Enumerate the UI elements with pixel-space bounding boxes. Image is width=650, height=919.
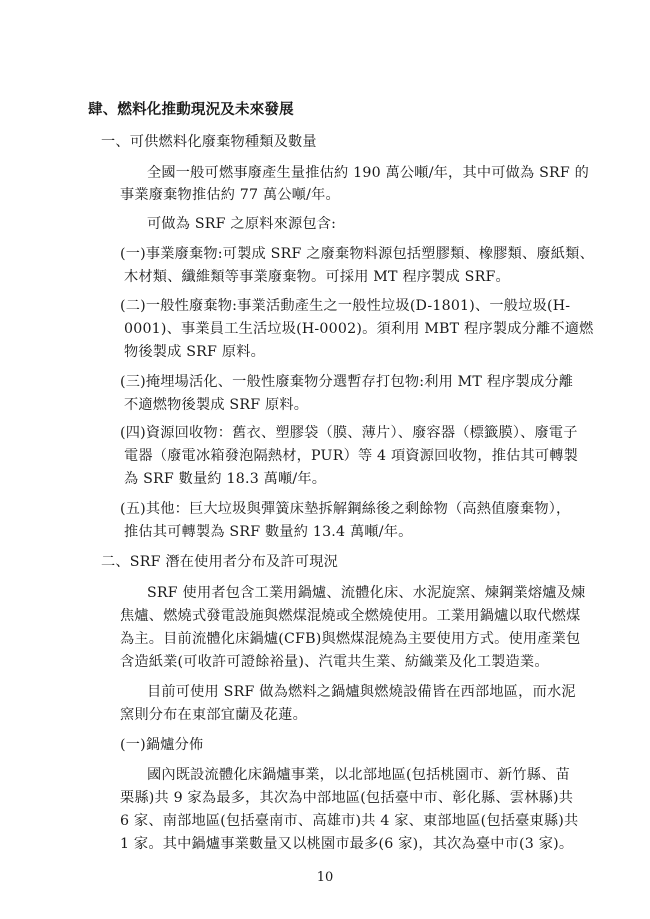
item-2-line-3: 物後製成 SRF 原料。 [124, 344, 265, 360]
item-2-line-1: (二)一般性廢棄物:事業活動產生之一般性垃圾(D-1801)、一般垃圾(H- [120, 298, 571, 314]
paragraph-4-line-2: 窯則分布在東部宜蘭及花蓮。 [120, 707, 308, 723]
item-3-line-2: 不適燃物後製成 SRF 原料。 [124, 397, 309, 413]
section-heading: 肆、燃料化推動現況及未來發展 [88, 101, 294, 118]
subsection-title-2-1: (一)鍋爐分佈 [120, 737, 204, 753]
paragraph-5-line-1: 國內既設流體化床鍋爐事業，以北部地區(包括桃園市、新竹縣、苗 [147, 767, 570, 783]
paragraph-3-line-1: SRF 使用者包含工業用鍋爐、流體化床、水泥旋窯、煉鋼業熔爐及煉 [147, 585, 586, 601]
paragraph-3-line-3: 為主。目前流體化床鍋爐(CFB)與燃煤混燒為主要使用方式。使用產業包 [120, 631, 581, 647]
item-5-line-1: (五)其他：巨大垃圾與彈簧床墊拆解鋼絲後之剩餘物（高熱值廢棄物）， [120, 501, 571, 517]
paragraph-5-line-4: 1 家。其中鍋爐事業數量又以桃園市最多(6 家)，其次為臺中市(3 家)。 [120, 836, 574, 852]
item-4-line-3: 為 SRF 數量約 18.3 萬噸/年。 [124, 471, 327, 487]
page-number: 10 [316, 870, 334, 885]
item-5-line-2: 推估其可轉製為 SRF 數量約 13.4 萬噸/年。 [124, 524, 413, 540]
item-1-line-2: 木材類、纖維類等事業廢棄物。可採用 MT 程序製成 SRF。 [124, 269, 510, 285]
item-4-line-2: 電器（廢電冰箱發泡隔熱材，PUR）等 4 項資源回收物，推估其可轉製 [124, 448, 579, 464]
paragraph-3-line-4: 含造紙業(可收許可證餘裕量)、汽電共生業、紡織業及化工製造業。 [120, 654, 549, 670]
subsection-title-2: 二、SRF 潛在使用者分布及許可現況 [101, 554, 338, 570]
item-3-line-1: (三)掩埋場活化、一般性廢棄物分選暫存打包物:利用 MT 程序製成分離 [120, 374, 574, 390]
item-4-line-1: (四)資源回收物：舊衣、塑膠袋（膜、薄片）、廢容器（標籤膜）、廢電子 [120, 425, 578, 441]
paragraph-5-line-3: 6 家、南部地區(包括臺南市、高雄市)共 4 家、東部地區(包括臺東縣)共 [120, 813, 579, 829]
paragraph-4-line-1: 目前可使用 SRF 做為燃料之鍋爐與燃燒設備皆在西部地區，而水泥 [147, 684, 576, 700]
paragraph-3-line-2: 焦爐、燃燒式發電設施與燃煤混燒或全燃燒使用。工業用鍋爐以取代燃煤 [120, 608, 581, 624]
item-1-line-1: (一)事業廢棄物:可製成 SRF 之廢棄物料源包括塑膠類、橡膠類、廢紙類、 [120, 246, 594, 262]
paragraph-5-line-2: 栗縣)共 9 家為最多，其次為中部地區(包括臺中市、彰化縣、雲林縣)共 [120, 790, 574, 806]
item-2-line-2: 0001)、事業員工生活垃圾(H-0002)。須利用 MBT 程序製成分離不適燃 [124, 321, 594, 337]
paragraph-1-line-2: 事業廢棄物推估約 77 萬公噸/年。 [120, 187, 340, 203]
paragraph-2: 可做為 SRF 之原料來源包含: [147, 216, 337, 232]
paragraph-1-line-1: 全國一般可燃事廢產生量推估約 190 萬公噸/年，其中可做為 SRF 的 [147, 165, 590, 181]
subsection-title-1: 一、可供燃料化廢棄物種類及數量 [101, 134, 317, 150]
